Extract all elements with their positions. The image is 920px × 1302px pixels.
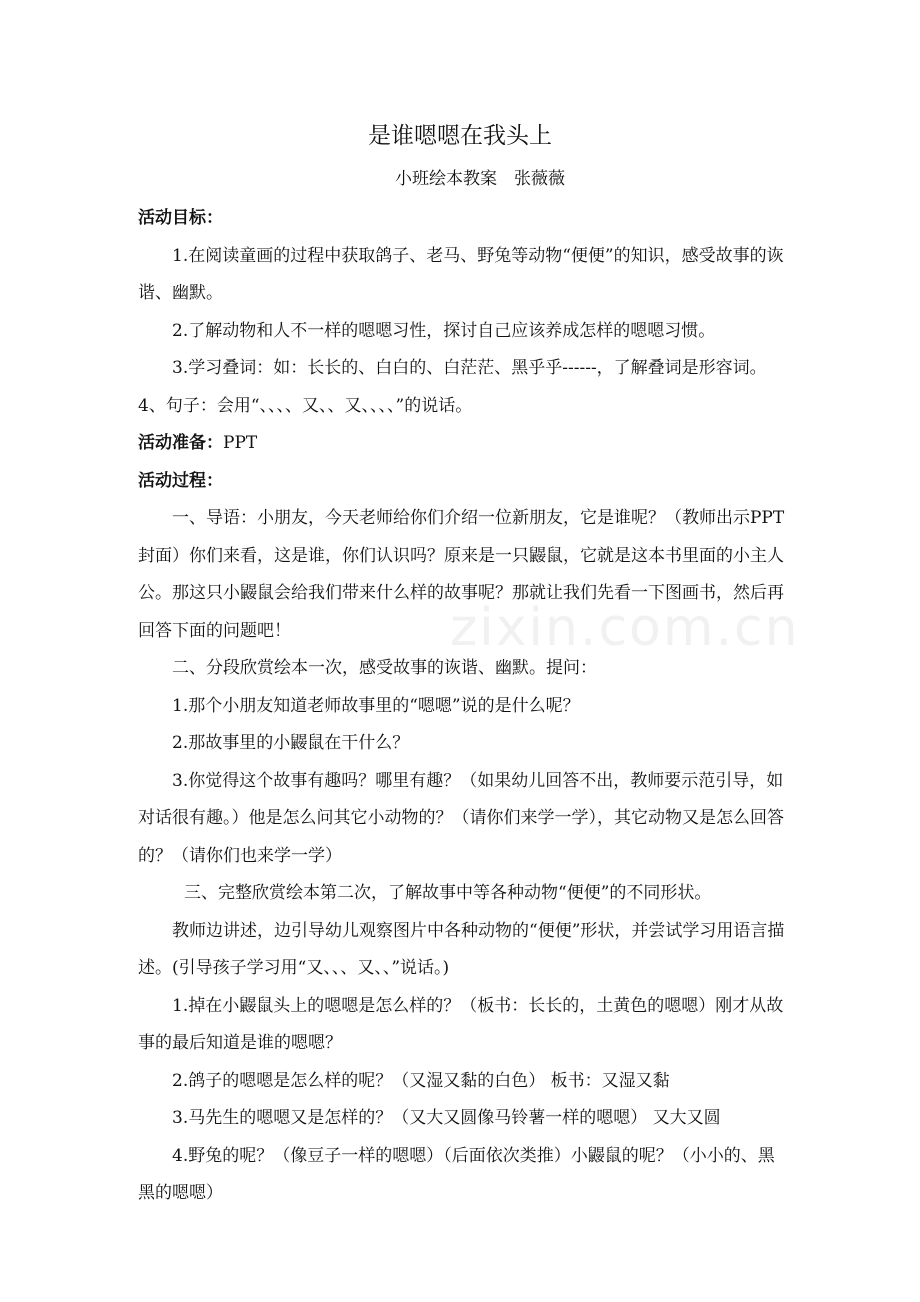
process-paragraph: 4.野兔的呢？（像豆子一样的嗯嗯）（后面依次类推）小鼹鼠的呢？（小小的、黑黑的嗯嗯） bbox=[138, 1145, 775, 1203]
process-paragraph: 三、完整欣赏绘本第二次，了解故事中等各种动物“便便”的不同形状。 bbox=[184, 883, 712, 903]
goals-heading: 活动目标： bbox=[138, 208, 223, 228]
process-paragraph: 教师边讲述，边引导幼儿观察图片中各种动物的“便便”形状，并尝试学习用语言描述。(引导孩子学习用“又、、、又、、”说话。) bbox=[138, 920, 785, 978]
goal-item: 1.在阅读童画的过程中获取鸽子、老马、野兔等动物“便便”的知识，感受故事的诙谐、幽默。 bbox=[138, 245, 784, 303]
prep-line bbox=[138, 425, 786, 463]
prep-heading: 活动准备： bbox=[138, 433, 223, 453]
process-paragraph: 1.那个小朋友知道老师故事里的“嗯嗯”说的是什么呢？ bbox=[172, 695, 580, 716]
goal-item: 2.了解动物和人不一样的嗯嗯习性，探讨自己应该养成怎样的嗯嗯习惯。 bbox=[172, 320, 716, 341]
process-paragraph: 2.那故事里的小鼹鼠在干什么？ bbox=[172, 733, 410, 753]
document-body bbox=[138, 200, 786, 1213]
process-heading: 活动过程： bbox=[138, 470, 223, 491]
prep-value: PPT bbox=[223, 433, 258, 453]
process-paragraph: 1.掉在小鼹鼠头上的嗯嗯是怎么样的？（板书：长长的，土黄色的嗯嗯）刚才从故事的最后知道是谁的嗯嗯？ bbox=[138, 995, 784, 1053]
document-subtitle: 小班绘本教案 张薇薇 bbox=[395, 169, 565, 189]
process-paragraph: 一、导语：小朋友，今天老师给你们介绍一位新朋友，它是谁呢？（教师出示PPT封面）你们来看，这是谁，你们认识吗？原来是一只鼹鼠，它就是这本书里面的小主人公。那这只小鼹鼠会给我们带来什么样的故事呢？那就让我们先看一下图画书，然后再回答下面的问题吧！ bbox=[138, 508, 785, 641]
document-title: 是谁嗯嗯在我头上 bbox=[368, 123, 552, 149]
process-paragraph: 2.鸽子的嗯嗯是怎么样的呢？（又湿又黏的白色） 板书：又湿又黏 bbox=[172, 1070, 670, 1091]
process-paragraph: 3.你觉得这个故事有趣吗？哪里有趣？（如果幼儿回答不出，教师要示范引导，如对话很有趣。）他是怎么问其它小动物的？（请你们来学一学），其它动物又是怎么回答的？（请你们也来学一学） bbox=[138, 770, 784, 866]
watermark: zixin.com.cn bbox=[450, 598, 800, 658]
process-paragraph: 二、分段欣赏绘本一次，感受故事的诙谐、幽默。提问： bbox=[172, 658, 597, 678]
goal-item: 3.学习叠词：如：长长的、白白的、白茫茫、黑乎乎------，了解叠词是形容词。 4、句子：会用“、、、、又、、又、、、、”的说话。 bbox=[138, 358, 767, 416]
process-paragraph: 3.马先生的嗯嗯又是怎样的？（又大又圆像马铃薯一样的嗯嗯） 又大又圆 bbox=[172, 1108, 721, 1128]
